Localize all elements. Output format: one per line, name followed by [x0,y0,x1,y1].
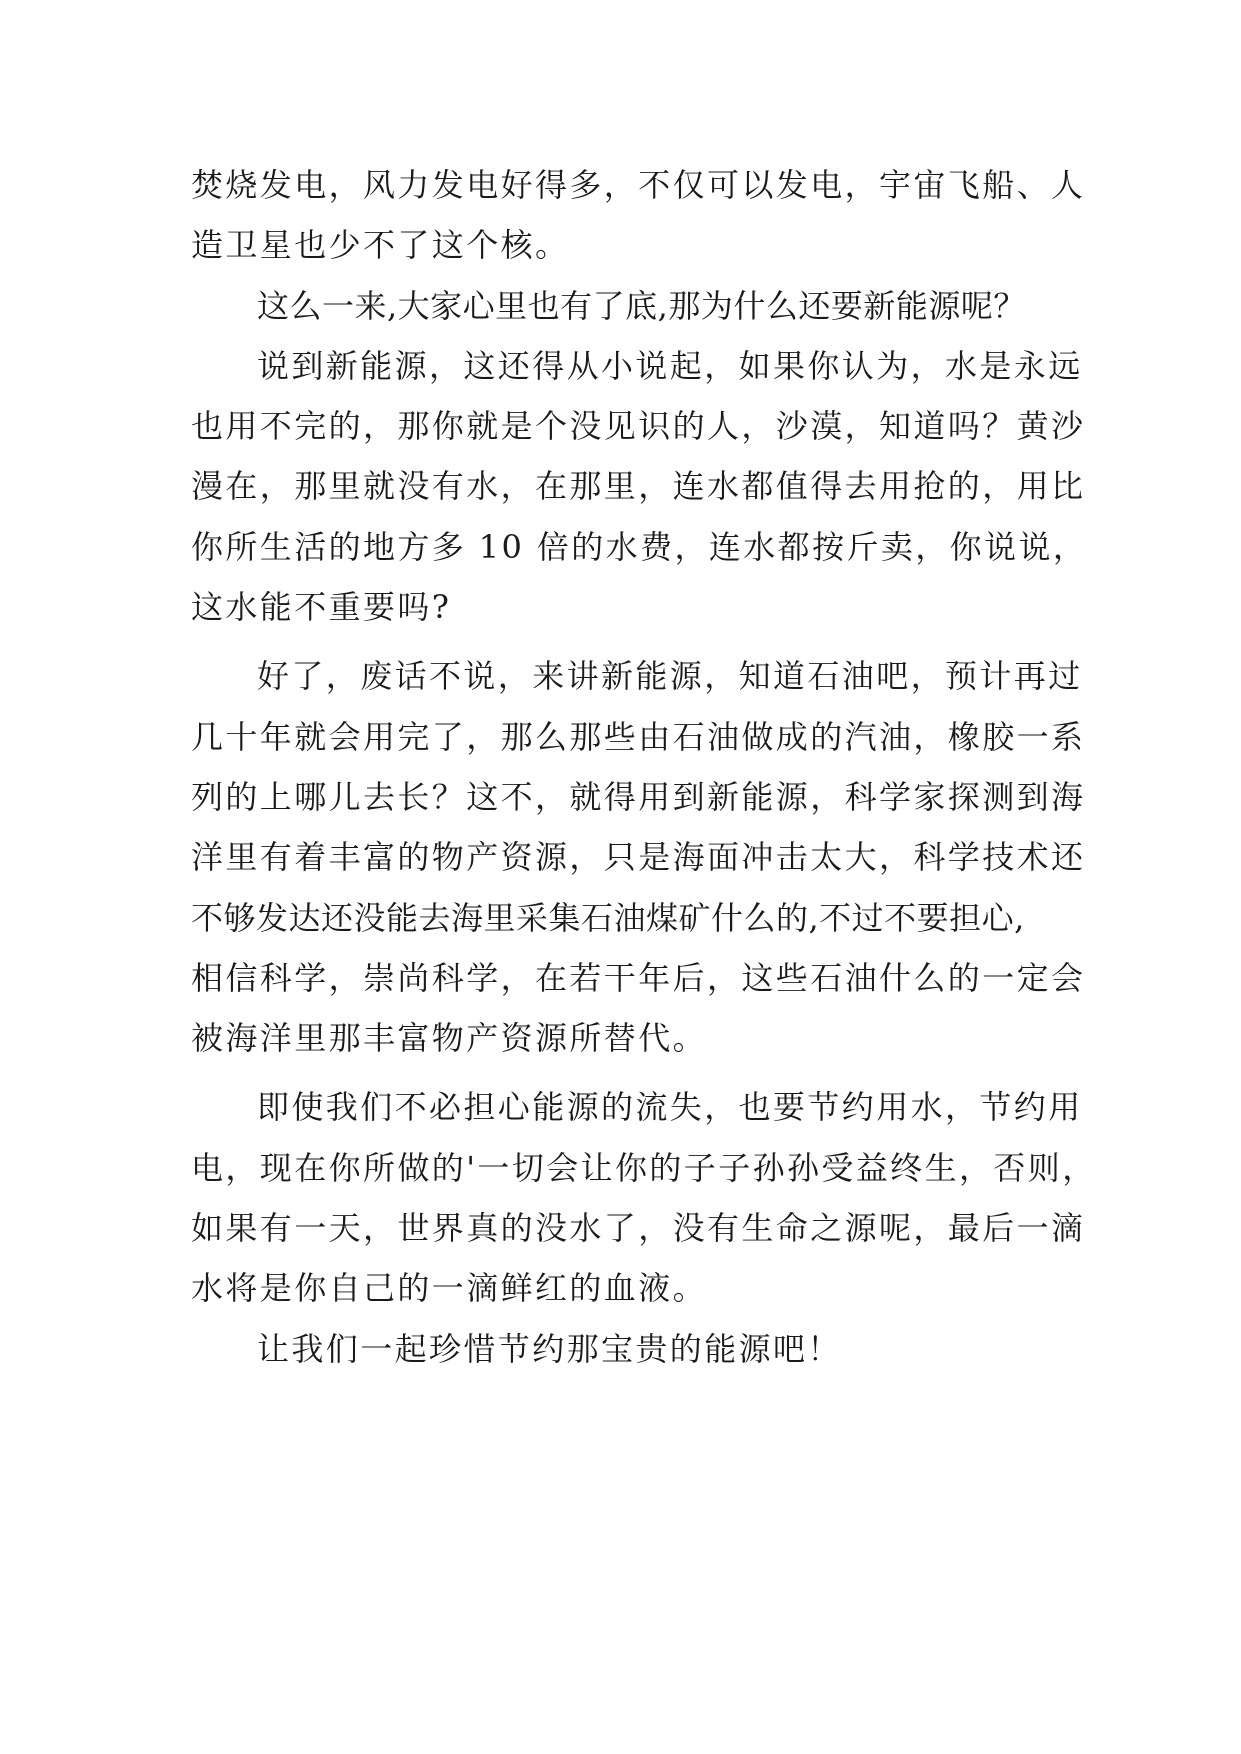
text-line: 造卫星也少不了这个核。 [191,226,570,265]
text-line: 即使我们不必担心能源的流失，也要节约用水，节约用 [257,1088,1083,1127]
text-line: 这水能不重要吗? [191,588,452,627]
text-line: 焚烧发电，风力发电好得多，不仅可以发电，宇宙飞船、人 [191,166,1086,204]
text-line: 也用不完的，那你就是个没见识的人，沙漠，知道吗？黄沙 [191,407,1086,446]
paragraph-gap [191,637,1071,646]
text-line: 水将是你自己的一滴鲜红的血液。 [191,1269,708,1308]
paragraph [191,1077,1097,1318]
paragraph [191,155,1086,276]
text-line: 漫在，那里就没有水，在那里，连水都值得去用抢的，用比 [191,467,1086,506]
text-line: 几十年就会用完了，那么那些由石油做成的汽油，橡胶一系 [191,717,1086,756]
paragraph [191,276,1071,336]
paragraph [191,646,1086,1068]
document-body [191,155,1097,1379]
text-line: 相信科学，崇尚科学，在若干年后，这些石油什么的一定会 [191,958,1086,997]
text-line: 电，现在你所做的'一切会让你的子子孙孙受益终生，否则， [191,1148,1097,1187]
text-line: 洋里有着丰富的物产资源，只是海面冲击太大，科学技术还 [191,838,1086,877]
text-line: 你所生活的地方多 10 倍的水费，连水都按斤卖，你说说， [191,527,1088,566]
paragraph [191,336,1088,637]
text-line: 不够发达还没能去海里采集石油煤矿什么的,不过不要担心, [191,898,1025,937]
paragraph [191,1319,1071,1379]
paragraph-gap [191,1068,1071,1077]
text-line: 这么一来,大家心里也有了底,那为什么还要新能源呢？ [257,286,1026,325]
text-line: 如果有一天，世界真的没水了，没有生命之源呢，最后一滴 [191,1209,1086,1248]
text-line: 说到新能源，这还得从小说起，如果你认为，水是永远 [257,346,1083,385]
text-line: 列的上哪儿去长？这不，就得用到新能源，科学家探测到海 [191,777,1086,816]
text-line: 被海洋里那丰富物产资源所替代。 [191,1019,708,1058]
text-line: 让我们一起珍惜节约那宝贵的能源吧！ [257,1329,842,1368]
text-line: 好了，废话不说，来讲新能源，知道石油吧，预计再过 [257,657,1083,696]
